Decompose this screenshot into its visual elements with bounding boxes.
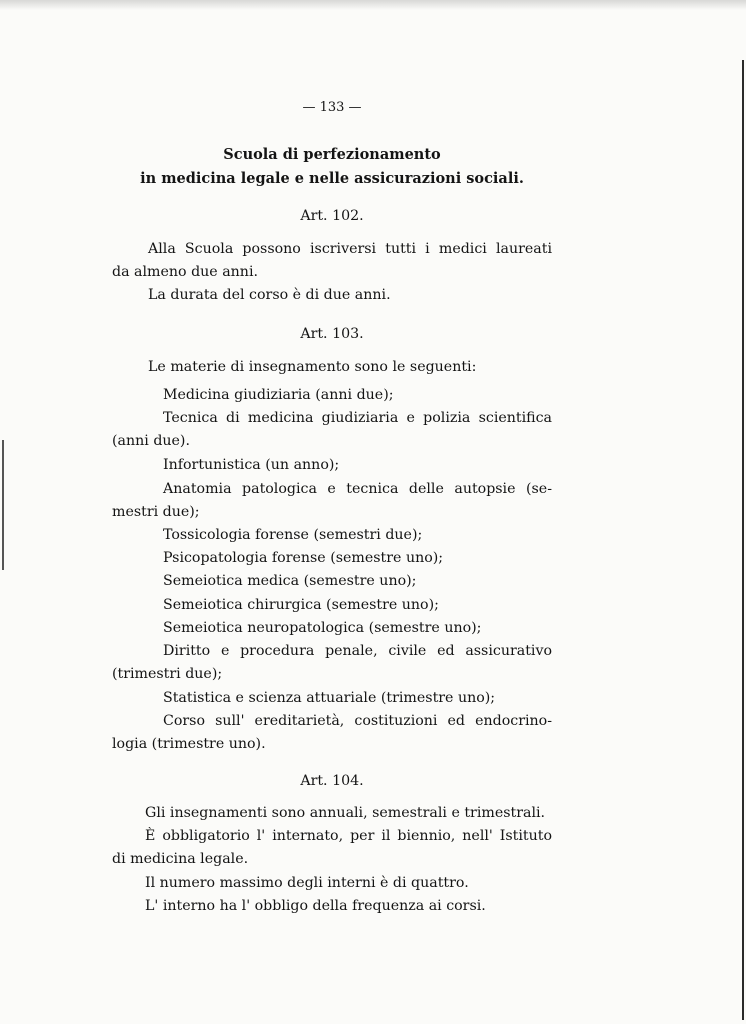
art103-list-line: mestri due); [112,504,200,520]
art103-list-line: Semeiotica neuropatologica (semestre uno); [163,620,482,636]
art103-list-line: Anatomia patologica e tecnica delle autopsie (se- [163,481,552,497]
art104-line: È obbligatorio l' internato, per il biennio, nell' Istituto [145,828,552,844]
art103-intro: Le materie di insegnamento sono le seguenti: [148,359,477,375]
art103-list-line: Psicopatologia forense (semestre uno); [163,550,444,566]
art103-list-line: Statistica e scienza attuariale (trimestre uno); [163,690,496,706]
scan-top-edge [0,0,746,10]
art103-list-line: logia (trimestre uno). [112,736,266,752]
article-102-title: Art. 102. [300,208,364,224]
heading-line-1: Scuola di perfezionamento [223,146,441,163]
art102-paragraph-1-line-1: Alla Scuola possono iscriversi tutti i medici laureati [148,241,552,257]
art103-list-line: Tossicologia forense (semestri due); [163,527,423,543]
art103-list-line: Semeiotica medica (semestre uno); [163,573,417,589]
art103-list-line: (anni due). [112,433,190,449]
art104-line: L' interno ha l' obbligo della frequenza ai corsi. [145,898,486,914]
art103-list-line: Tecnica di medicina giudiziaria e polizia scientifica [163,410,552,426]
art102-paragraph-1-line-2: da almeno due anni. [112,264,258,280]
art103-list-line: Corso sull' ereditarietà, costituzioni ed endocrino- [163,713,552,729]
art103-list-line: Diritto e procedura penale, civile ed assicurativo [163,643,552,659]
art103-list-line: (trimestri due); [112,666,223,682]
scan-right-edge [742,60,744,1020]
scan-left-mark [2,440,4,570]
art102-paragraph-2: La durata del corso è di due anni. [148,287,391,303]
article-104-title: Art. 104. [300,773,364,789]
art103-list-line: Semeiotica chirurgica (semestre uno); [163,597,439,613]
art104-line: Gli insegnamenti sono annuali, semestrali e trimestrali. [145,805,546,821]
art104-line: di medicina legale. [112,851,249,867]
page-number: — 133 — [302,100,362,115]
art103-list-line: Medicina giudiziaria (anni due); [163,387,394,403]
heading-line-2: in medicina legale e nelle assicurazioni sociali. [140,170,524,187]
art104-line: Il numero massimo degli interni è di quattro. [145,875,469,891]
art103-list-line: Infortunistica (un anno); [163,457,340,473]
article-103-title: Art. 103. [300,326,364,342]
